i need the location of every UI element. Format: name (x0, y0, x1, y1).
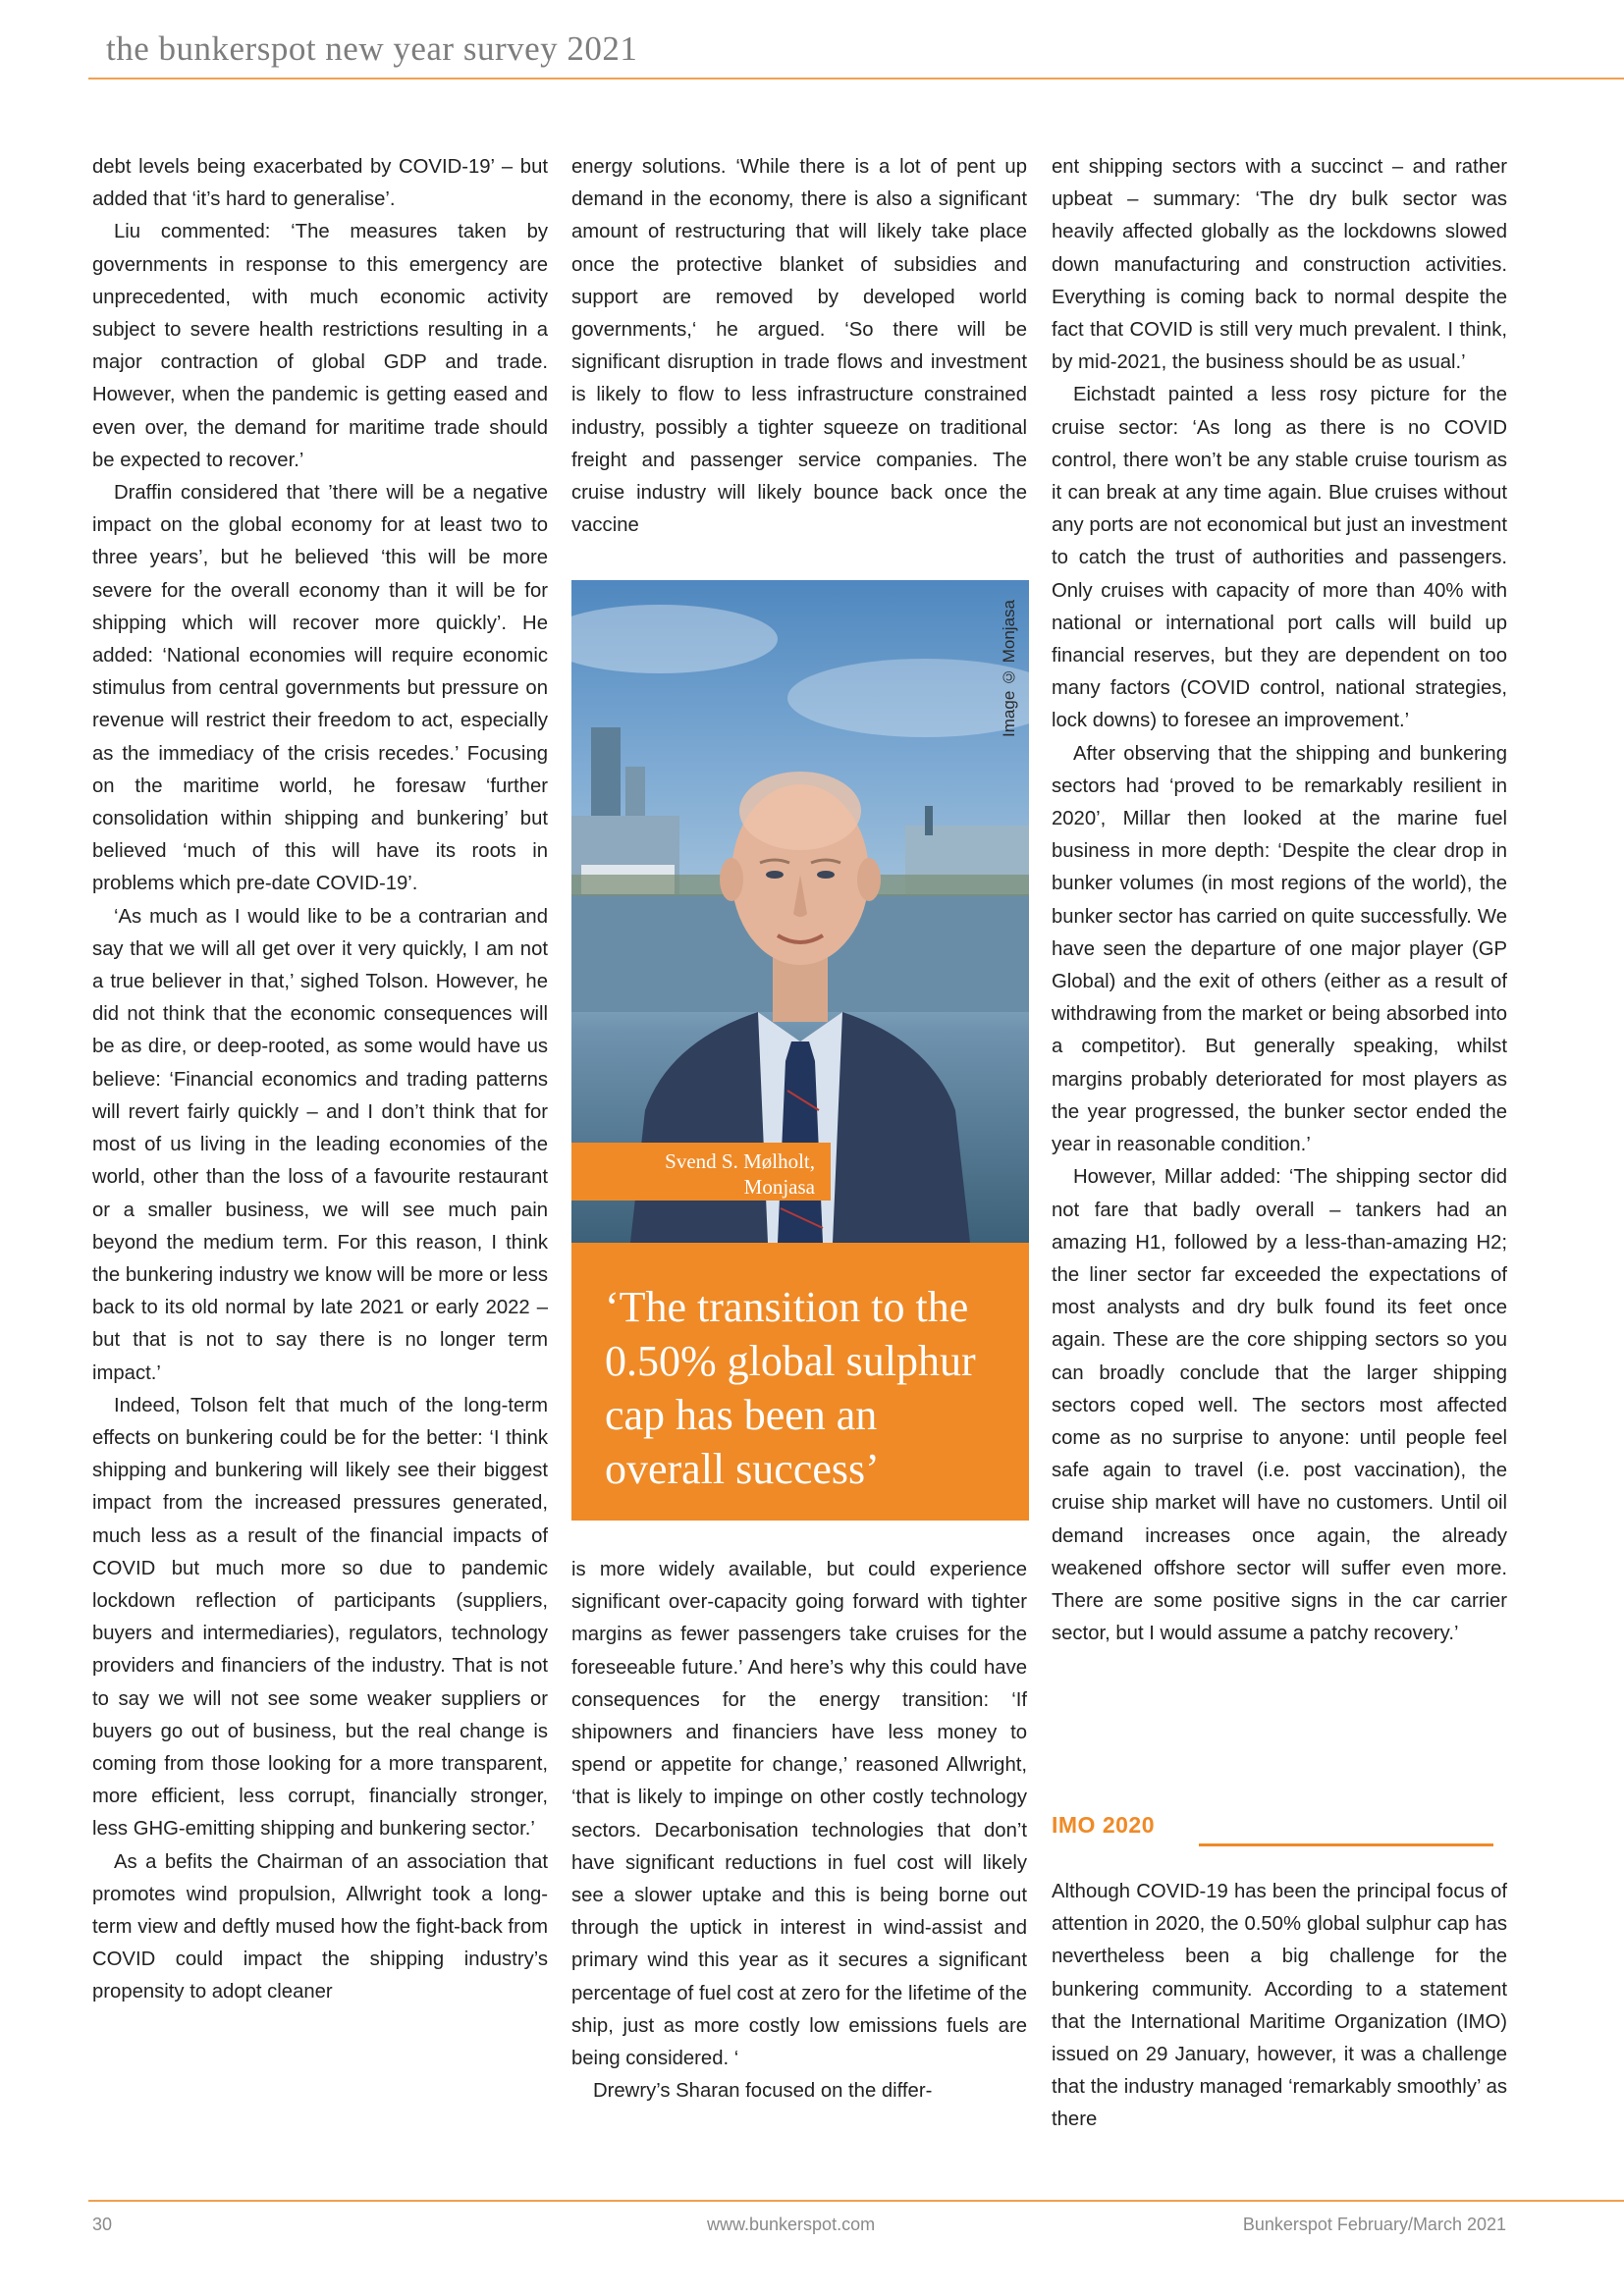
paragraph: Draffin considered that ’there will be a negative impact on the global economy for at least two to three years’, but he believed ‘this will be more severe for the overall economy than it will be for shipping which will recover more quickly’. He added: ‘National economies will require economic stimulus from central governments but pressure on revenue will restrict their freedom to act, especially as the immediacy of the crisis recedes.’ Focusing on the maritime world, he foresaw ‘further consolidation within shipping and bunkering’ but believed ‘much of this will have its roots in problems which pre-date COVID-19’. (92, 482, 548, 895)
paragraph: Although COVID-19 has been the principal focus of attention in 2020, the 0.50% global sulphur cap has nevertheless been a big challenge for the bunkering community. According to a statement that the International Maritime Organization (IMO) issued on 29 January, however, it was a challenge that the industry managed ‘remarkably smoothly’ as there (1052, 1881, 1507, 2131)
photo-credit: Image © Monjasa (1000, 600, 1018, 737)
paragraph: Indeed, Tolson felt that much of the long-term effects on bunkering could be for the better: ‘I think shipping and bunkering will likely see their biggest impact from the increased pressures generated, much less as a result of the financial impacts of COVID but much more so due to pandemic lockdown reflection of participants (suppliers, buyers and intermediaries), regulators, technology providers and financiers of the industry. That is not to say we will not see some weaker suppliers or buyers go out of business, but the real change is coming from those looking for a more transparent, more efficient, less corrupt, financially stronger, less GHG-emitting shipping and bunkering sector.’ (92, 1394, 548, 1841)
footer-url: www.bunkerspot.com (707, 2215, 876, 2234)
running-header: the bunkerspot new year survey 2021 (106, 29, 638, 68)
paragraph: However, Millar added: ‘The shipping sector did not fare that badly overall – tankers had an amazing H1, followed by a less-than-amazing H2; the liner sector far exceeded the expectations of most analysts and dry bulk found its feet once again. These are the core shipping sectors so you can broadly conclude that the larger shipping sectors coped well. The sectors most affected come as no surprise to anyone: until people feel safe again to travel (i.e. post vaccination), the cruise ship market will have no customers. Until oil demand increases once again, the already weakened offshore sector will suffer even more. There are some positive signs in the car carrier sector, but I would assume a patchy recovery.’ (1052, 1166, 1507, 1645)
article-column-1 (92, 151, 548, 2009)
pull-quote (571, 1243, 1029, 1521)
article-column-3-top (1052, 151, 1507, 1650)
paragraph: ent shipping sectors with a succinct – and rather upbeat – summary: ‘The dry bulk sector was heavily affected globally as the lockdowns slowed down manufacturing and construction activities. Everything is coming back to normal despite the fact that COVID is still very much prevalent. I think, by mid-2021, the business should be as usual.’ (1052, 156, 1507, 374)
caption-company: Monjasa (743, 1175, 815, 1199)
paragraph: energy solutions. ‘While there is a lot of pent up demand in the economy, there is also a significant amount of restructuring that will likely take place once the protective blanket of subsidies and support are removed by developed world governments,‘ he argued. ‘So there will be significant disruption in trade flows and investment is likely to flow to less infrastructure constrained industry, possibly a tighter squeeze on traditional freight and passenger service companies. The cruise industry will likely bounce back once the vaccine (571, 156, 1027, 537)
page-number: 30 (92, 2215, 113, 2234)
article-column-2-top (571, 151, 1027, 542)
paragraph: After observing that the shipping and bunkering sectors had ‘proved to be remarkably resilient in 2020’, Millar then looked at the marine fuel business in more depth: ‘Despite the clear drop in bunker volumes (in most regions of the world), the bunker sector has carried on quite successfully. We have seen the departure of one major player (GP Global) and the exit of others (either as a result of withdrawing from the market or being absorbed into a competitor). But generally speaking, whilst margins probably deteriorated for most players as the year progressed, the bunker sector ended the year in reasonable condition.’ (1052, 742, 1507, 1156)
paragraph: Eichstadt painted a less rosy picture for the cruise sector: ‘As long as there is no COVID control, there won’t be any stable cruise tourism as it can break at any time again. Blue cruises without any ports are not economical but just an investment to catch the trust of authorities and passengers. Only cruises with capacity of more than 40% with national or international port calls will build up financial reserves, but they are dependent on too many factors (COVID control, national strategies, lock downs) to foresee an improvement.’ (1052, 384, 1507, 732)
paragraph: Liu commented: ‘The measures taken by governments in response to this emergency are unprecedented, with much economic activity subject to severe health restrictions resulting in a major contraction of global GDP and trade. However, when the pandemic is getting eased and even over, the demand for maritime trade should be expected to recover.’ (92, 221, 548, 471)
pull-quote-text: ‘The transition to the 0.50% global sulphur cap has been an overall success’ (605, 1283, 976, 1493)
caption-name: Svend S. Mølholt, (665, 1149, 815, 1173)
section-heading-rule (1199, 1843, 1493, 1846)
paragraph: is more widely available, but could experience significant over-capacity going forward with tighter margins as fewer passengers take cruises for the foreseeable future.’ And here’s why this could have consequences for the energy transition: ‘If shipowners and financiers have less money to spend or appetite for change,’ reasoned Allwright, ‘that is likely to impinge on other costly technology sectors. Decarbonisation technologies that don’t have significant reductions in fuel cost will likely see a slower uptake and this is being borne out through the uptick in interest in wind-assist and primary wind this year as it secures a significant percentage of fuel cost at zero for the lifetime of the ship, just as more costly low emissions fuels are being considered. ‘ (571, 1559, 1027, 2070)
footer-rule (88, 2200, 1624, 2202)
paragraph: debt levels being exacerbated by COVID-19’ – but added that ‘it’s hard to generalise’. (92, 156, 548, 211)
section-heading: IMO 2020 (1052, 1812, 1155, 1838)
article-column-3-bottom (1052, 1876, 1507, 2137)
article-column-2-bottom (571, 1554, 1027, 2108)
header-rule (88, 78, 1624, 80)
photo-caption (571, 1143, 831, 1201)
footer-issue: Bunkerspot February/March 2021 (1242, 2215, 1506, 2234)
paragraph: ‘As much as I would like to be a contrarian and say that we will all get over it very quickly, I am not a true believer in that,’ sighed Tolson. However, he did not think that the economic consequences will be as dire, or deep-rooted, as some would have us believe: ‘Financial economics and trading patterns will revert fairly quickly – and I don’t think that for most of us living in the leading economies of the world, other than the loss of a favourite restaurant or a smaller business, we will see much pain beyond the medium term. For this reason, I think the bunkering industry we know will be more or less back to its old normal by late 2021 or early 2022 – but that is not to say there is no longer term impact.’ (92, 905, 548, 1384)
paragraph: As a befits the Chairman of an association that promotes wind propulsion, Allwright took a long-term view and deftly mused how the fight-back from COVID could impact the shipping industry’s propensity to adopt cleaner (92, 1850, 548, 2003)
paragraph: Drewry’s Sharan focused on the differ- (593, 2080, 933, 2103)
